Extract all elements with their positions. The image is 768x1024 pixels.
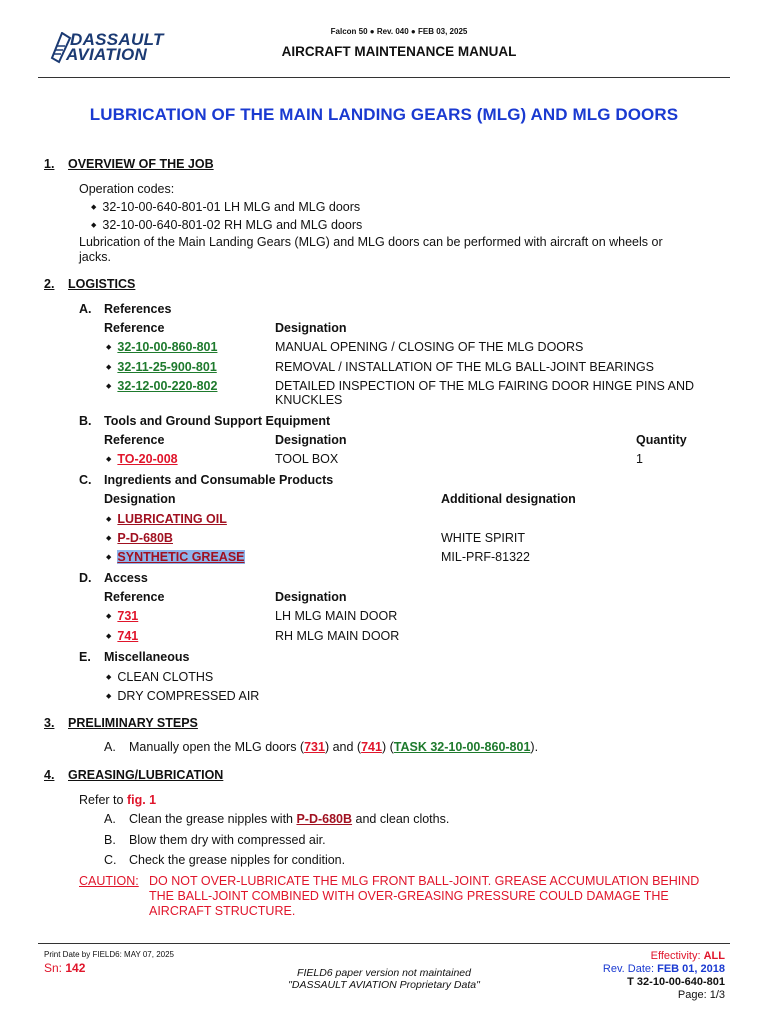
designation-cell: RH MLG MAIN DOOR [275,629,400,643]
step-letter: A. [104,740,116,754]
bullet-icon: ◆ [106,633,112,640]
subsection-d-letter: D. [79,571,92,585]
bullet-icon: ◆ [106,383,112,390]
access-link[interactable]: 741 [361,740,382,754]
step-letter: C. [104,853,117,867]
effectivity: Effectivity: ALL [650,950,725,962]
greasing-step: Clean the grease nipples with P-D-680B and clean cloths. [129,812,450,826]
caution-text: AIRCRAFT STRUCTURE. [149,904,296,918]
task-code: T 32-10-00-640-801 [627,976,725,988]
designation-cell: LH MLG MAIN DOOR [275,609,398,623]
section-2-heading: LOGISTICS [68,277,136,291]
subsection-e-letter: E. [79,650,91,664]
operation-codes-label: Operation codes: [79,182,175,196]
step-letter: A. [104,812,116,826]
col-header-designation: Designation [275,590,347,604]
section-1-heading: OVERVIEW OF THE JOB [68,157,214,171]
page-title: LUBRICATION OF THE MAIN LANDING GEARS (MLG) AND MLG DOORS [89,105,679,124]
reference-link[interactable]: 32-10-00-860-801 [117,340,218,354]
designation-cell: REMOVAL / INSTALLATION OF THE MLG BALL-JOINT BEARINGS [275,360,655,374]
col-header-reference: Reference [104,590,165,604]
designation-cell: MANUAL OPENING / CLOSING OF THE MLG DOORS [275,340,584,354]
print-date: Print Date by FIELD6: MAY 07, 2025 [44,950,174,959]
table-row [106,340,217,357]
overview-description-cont: jacks. [79,250,111,264]
col-header-reference: Reference [104,433,165,447]
col-header-additional: Additional designation [441,492,576,506]
header-revision: Falcon 50 ● Rev. 040 ● FEB 03, 2025 [330,27,468,36]
bullet-icon: ◆ [91,204,97,211]
table-row [106,379,217,396]
col-header-reference: Reference [104,321,165,335]
table-row [106,360,217,377]
bullet-icon: ◆ [106,693,112,700]
caution-text: THE BALL-JOINT COMBINED WITH OVER-GREASING PRESSURE COULD DAMAGE THE [149,889,669,903]
reference-link[interactable]: 32-11-25-900-801 [117,360,217,374]
reference-link[interactable]: 32-12-00-220-802 [117,379,218,393]
product-link[interactable]: P-D-680B [117,531,173,545]
additional-designation-cell: MIL-PRF-81322 [441,550,530,564]
footer-meta [603,950,725,1002]
table-row [106,609,138,626]
subsection-c-letter: C. [79,473,92,487]
footer-divider [38,943,730,944]
header-divider [38,77,730,78]
designation-cell: TOOL BOX [275,452,339,466]
col-header-designation: Designation [275,321,347,335]
table-row [106,452,178,469]
table-row [106,512,227,529]
list-item: ◆ DRY COMPRESSED AIR [106,689,260,703]
col-header-quantity: Quantity [636,433,687,447]
quantity-cell: 1 [636,452,643,466]
revision-date: Rev. Date: FEB 01, 2018 [602,963,725,975]
section-4-number: 4. [44,768,55,782]
manual-title: AIRCRAFT MAINTENANCE MANUAL [281,44,517,59]
subsection-c-title: Ingredients and Consumable Products [104,473,334,487]
bullet-icon: ◆ [106,613,112,620]
footer-disclaimer-line2: "DASSAULT AVIATION Proprietary Data" [288,979,480,991]
subsection-a-title: References [104,302,172,316]
access-link[interactable]: 731 [304,740,325,754]
additional-designation-cell: WHITE SPIRIT [441,531,526,545]
caution-label: CAUTION: [79,874,139,888]
list-item: ◆ CLEAN CLOTHS [106,670,214,684]
section-1-number: 1. [44,157,55,171]
bullet-icon: ◆ [106,456,112,463]
operation-code-item: ◆ 32-10-00-640-801-02 RH MLG and MLG doors [91,218,363,232]
col-header-designation: Designation [275,433,347,447]
task-link[interactable]: TASK 32-10-00-860-801 [393,740,531,754]
product-link-highlighted[interactable]: SYNTHETIC GREASE [117,550,245,564]
table-row [106,629,138,646]
bullet-icon: ◆ [106,364,112,371]
bullet-icon: ◆ [106,344,112,351]
subsection-a-letter: A. [79,302,92,316]
subsection-b-letter: B. [79,414,92,428]
bullet-icon: ◆ [106,554,112,561]
col-header-designation: Designation [104,492,176,506]
footer-disclaimer-line1: FIELD6 paper version not maintained [297,967,471,979]
preliminary-step: Manually open the MLG doors (731) and (741) (TASK 32-10-00-860-801). [129,740,539,754]
designation-cell: DETAILED INSPECTION OF THE MLG FAIRING DOOR HINGE PINS AND [275,379,695,393]
section-3-number: 3. [44,716,55,730]
subsection-b-title: Tools and Ground Support Equipment [104,414,331,428]
section-3-heading: PRELIMINARY STEPS [68,716,198,730]
designation-cell-cont: KNUCKLES [275,393,343,407]
section-2-number: 2. [44,277,55,291]
logo-text-line2: AVIATION [66,45,148,64]
logo-text-line1: DASSAULT [70,30,164,49]
bullet-icon: ◆ [106,674,112,681]
subsection-d-title: Access [104,571,148,585]
access-link[interactable]: 741 [117,629,139,643]
section-4-heading: GREASING/LUBRICATION [68,768,224,782]
greasing-step: Blow them dry with compressed air. [129,833,326,847]
table-row [106,550,245,567]
step-letter: B. [104,833,116,847]
overview-description: Lubrication of the Main Landing Gears (MLG) and MLG doors can be performed with aircraft on wheels or [79,235,663,249]
table-row [106,531,173,548]
operation-code-item: ◆ 32-10-00-640-801-01 LH MLG and MLG doors [91,200,361,214]
product-link[interactable]: LUBRICATING OIL [117,512,227,526]
product-link[interactable]: P-D-680B [296,812,353,826]
bullet-icon: ◆ [106,535,112,542]
tool-link[interactable]: TO-20-008 [117,452,178,466]
caution-text: DO NOT OVER-LUBRICATE THE MLG FRONT BALL-JOINT. GREASE ACCUMULATION BEHIND [149,874,700,888]
bullet-icon: ◆ [106,516,112,523]
refer-to-figure: Refer to fig. 1 [79,793,157,807]
greasing-step: Check the grease nipples for condition. [129,853,346,867]
figure-link[interactable]: fig. 1 [126,793,157,807]
serial-number: Sn: 142 [44,961,86,975]
subsection-e-title: Miscellaneous [104,650,190,664]
bullet-icon: ◆ [91,222,97,229]
page-number: Page: 1/3 [677,989,725,1001]
access-link[interactable]: 731 [117,609,139,623]
